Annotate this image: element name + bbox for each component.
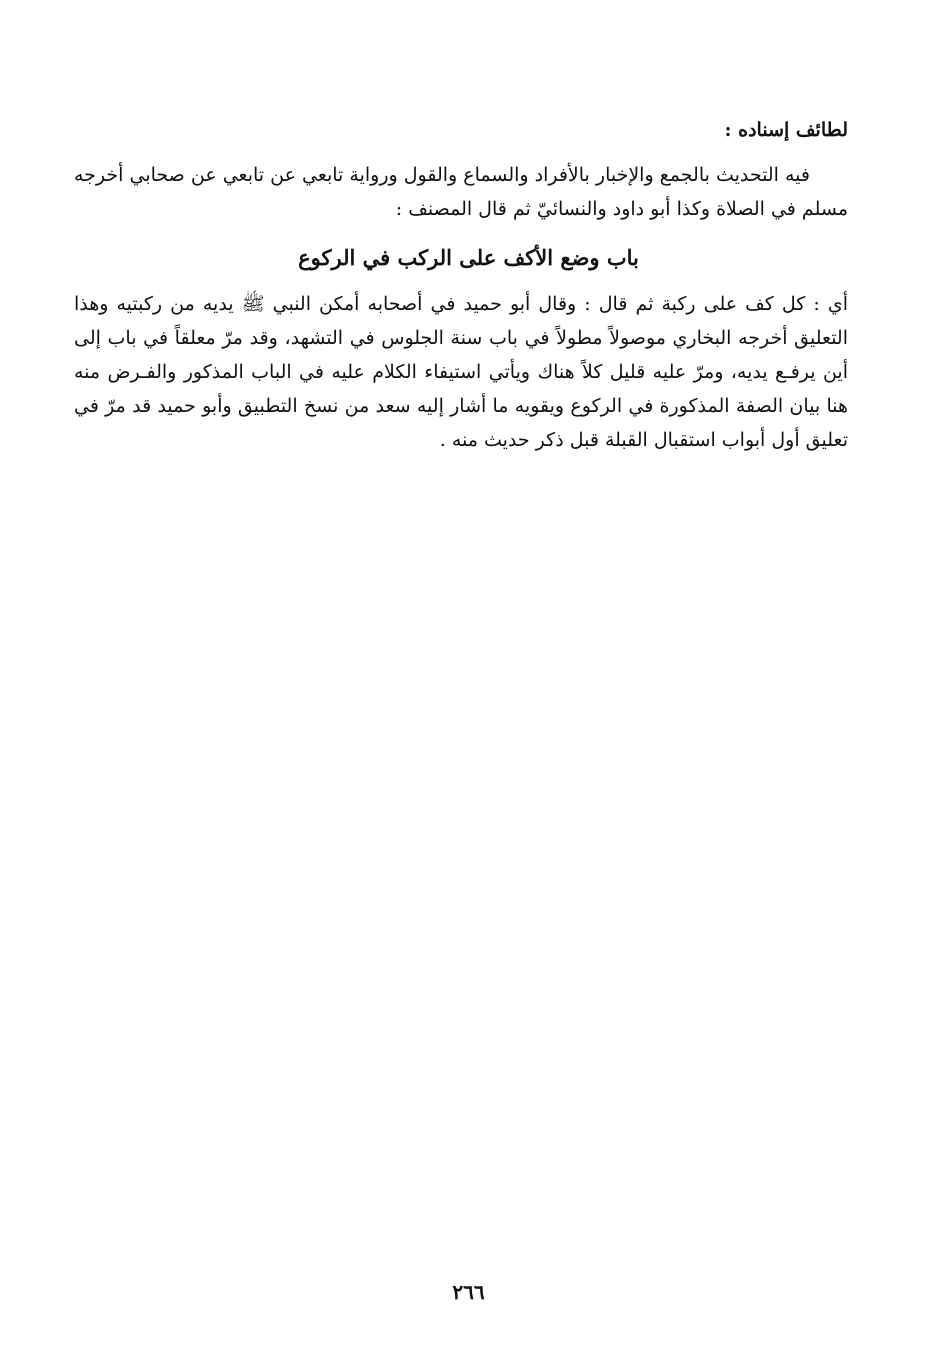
paragraph-isnad-notes: فيه التحديث بالجمع والإخبار بالأفراد والسماع والقول ورواية تابعي عن تابعي عن صحابي أخرجه مسلم في الصلاة وكذا أبو داود والنسائيّ ثم قال المصنف : <box>74 164 848 220</box>
paragraph-commentary: أي : كل كف على ركبة ثم قال : وقال أبو حميد في أصحابه أمكن النبي ﷺ يديه من ركبتيه وهذا التعليق أخرجه البخاري موصولاً مطولاً في باب سنة الجلوس في التشهد، وقد مرّ معلقاً في باب إلى أين يرفـع يديه، ومرّ عليه قليل كلاً هناك ويأتي استيفاء الكلام عليه في الباب المذكور والفـرض منه هنا بيان الصفة المذكورة في الركوع ويقويه ما أشار إليه سعد من نسخ التطبيق وأبو حميد قد مرّ في تعليق أول أبواب استقبال القبلة قبل ذكر حديث منه . <box>74 293 848 451</box>
chapter-title: باب وضع الأكف على الركب في الركوع <box>298 245 639 270</box>
page-number: ٢٦٦ <box>452 1280 485 1304</box>
section-heading: لطائف إسناده : <box>724 119 848 141</box>
